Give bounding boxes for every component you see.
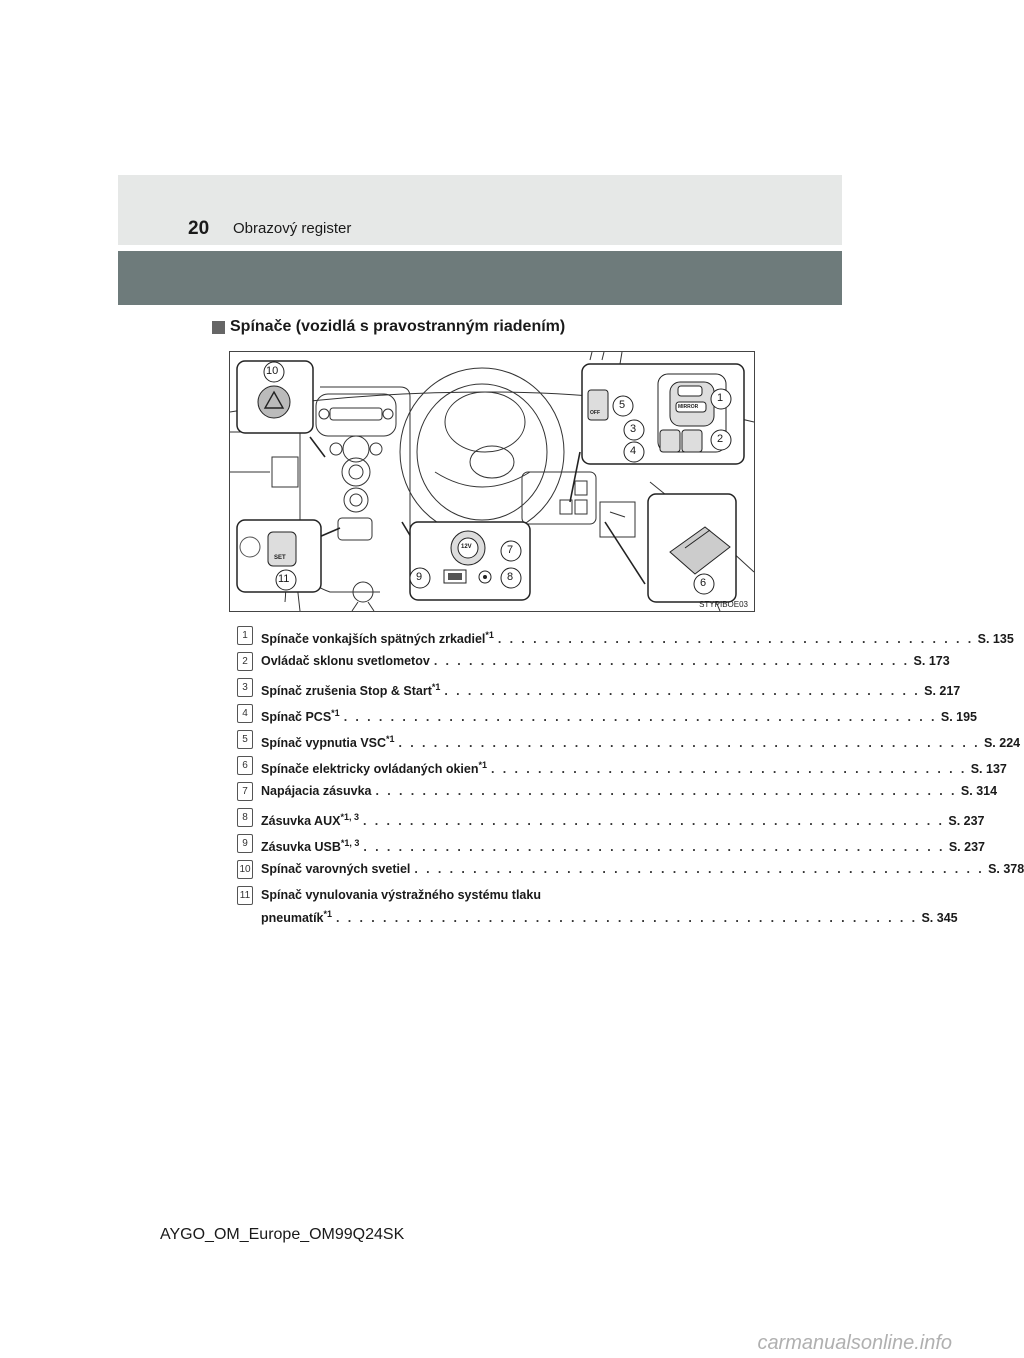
legend-list (237, 622, 1024, 926)
number-badge: 7 (237, 782, 253, 801)
leader-dots: . . . . . . . . . . . . . . . . . . . . . . . . . . . . . . . . . . . . . . . . . . . . . . . . . . (363, 840, 945, 855)
legend-item (237, 648, 950, 674)
subheading (212, 318, 565, 336)
number-badge: 10 (237, 860, 253, 879)
leader-dots: . . . . . . . . . . . . . . . . . . . . . . . . . . . . . . . . . . . . . . . . . . . . . . . . . . (398, 736, 980, 751)
leader-dots: . . . . . . . . . . . . . . . . . . . . . . . . . . . . . . . . . . . . . . . . . . . . . . . . . . (336, 911, 918, 926)
page-reference[interactable]: S. 237 (948, 814, 985, 829)
footnote-mark: *1 (431, 682, 441, 692)
page-reference[interactable]: S. 237 (948, 840, 985, 855)
footnote-mark: *1 (386, 734, 395, 744)
legend-label: Zásuvka USB (261, 840, 341, 855)
callout-9: 9 (416, 571, 423, 583)
number-badge: 1 (237, 626, 253, 645)
leader-dots: . . . . . . . . . . . . . . . . . . . . . . . . . . . . . . . . . . . . . . . . . (490, 762, 967, 777)
leader-dots: . . . . . . . . . . . . . . . . . . . . . . . . . . . . . . . . . . . . . . . . . (497, 632, 974, 647)
legend-item (237, 752, 1007, 778)
legend-item (237, 622, 1014, 648)
legend-label: pneumatík (261, 911, 324, 926)
footnote-mark: *1, 3 (340, 812, 359, 822)
legend-label: Napájacia zásuvka (261, 784, 372, 798)
callout-3: 3 (630, 423, 637, 435)
page-reference[interactable]: S. 224 (983, 736, 1021, 751)
legend-label: Spínače elektricky ovládaných okien (261, 762, 479, 777)
footnote-mark: *1 (323, 909, 333, 919)
callout-11: 11 (278, 573, 290, 585)
page-reference[interactable]: S. 135 (977, 632, 1014, 647)
page-reference[interactable]: S. 195 (940, 710, 977, 725)
legend-item (237, 674, 961, 700)
legend-label: Spínač varovných svetiel (261, 862, 411, 876)
callout-7: 7 (507, 544, 514, 556)
dashboard-drawing (230, 352, 754, 611)
dashboard-illustration (229, 351, 755, 612)
footnote-mark: *1 (485, 630, 494, 640)
page-reference[interactable]: S. 378 (988, 862, 1024, 876)
legend-item (237, 700, 977, 726)
figure-code: STYPIBOE03 (699, 600, 748, 609)
leader-dots: . . . . . . . . . . . . . . . . . . . . . . . . . . . . . . . . . . . . . . . . . . . . . . . . . (414, 862, 985, 876)
callout-2: 2 (717, 433, 724, 445)
square-bullet-icon (212, 321, 225, 334)
number-badge: 9 (237, 834, 253, 853)
legend-item (237, 882, 958, 926)
footer-code: AYGO_OM_Europe_OM99Q24SK (160, 1226, 405, 1243)
mirror-label: MIRROR (678, 404, 699, 410)
number-badge: 2 (237, 652, 253, 671)
leader-dots: . . . . . . . . . . . . . . . . . . . . . . . . . . . . . . . . . . . . . . . . . . . . . . . . . . . (343, 710, 937, 725)
section-title: Obrazový register (233, 220, 352, 237)
watermark: carmanualsonline.info (757, 1332, 952, 1354)
page-number: 20 (188, 218, 210, 239)
footnote-mark: *1 (478, 760, 487, 770)
number-badge: 3 (237, 678, 253, 697)
off-label: OFF (590, 410, 600, 416)
leader-dots: . . . . . . . . . . . . . . . . . . . . . . . . . . . . . . . . . . . . . . . . . . . . . . . . . . (375, 784, 957, 798)
legend-item (237, 804, 985, 830)
legend-label: Zásuvka AUX (261, 814, 341, 829)
socket-label: 12V (461, 544, 472, 550)
page-reference[interactable]: S. 345 (921, 911, 958, 926)
callout-6: 6 (700, 577, 707, 589)
legend-item (237, 856, 1024, 882)
number-badge: 5 (237, 730, 253, 749)
number-badge: 8 (237, 808, 253, 827)
set-label: SET (274, 555, 286, 561)
page-reference[interactable]: S. 137 (970, 762, 1007, 777)
legend-label: Spínač zrušenia Stop & Start (261, 684, 432, 699)
legend-item (237, 726, 1021, 752)
leader-dots: . . . . . . . . . . . . . . . . . . . . . . . . . . . . . . . . . . . . . . . . . (433, 654, 910, 668)
legend-label-line1: Spínač vynulovania výstražného systému tlaku (261, 888, 541, 902)
callout-5: 5 (619, 399, 626, 411)
footnote-mark: *1, 3 (340, 838, 360, 848)
legend-item (237, 830, 985, 856)
header-band (118, 175, 842, 245)
page-reference[interactable]: S. 314 (960, 784, 998, 798)
legend-label: Spínač vypnutia VSC (261, 736, 387, 751)
callout-1: 1 (717, 392, 724, 404)
page-reference[interactable]: S. 217 (924, 684, 961, 699)
number-badge: 11 (237, 886, 253, 905)
leader-dots: . . . . . . . . . . . . . . . . . . . . . . . . . . . . . . . . . . . . . . . . . . . . . . . . . . (362, 814, 945, 829)
callout-10: 10 (266, 365, 279, 377)
legend-label: Spínače vonkajších spätných zrkadiel (261, 632, 486, 647)
number-badge: 4 (237, 704, 253, 723)
page-reference[interactable]: S. 173 (913, 654, 950, 668)
header-gray-bar (118, 251, 842, 305)
legend-label: Ovládač sklonu svetlometov (261, 654, 430, 668)
legend-label: Spínač PCS (261, 710, 332, 725)
subheading-text: Spínače (vozidlá s pravostranným riadením) (230, 318, 566, 335)
leader-dots: . . . . . . . . . . . . . . . . . . . . . . . . . . . . . . . . . . . . . . . . . (444, 684, 921, 699)
callout-8: 8 (507, 571, 514, 583)
legend-item (237, 778, 998, 804)
footnote-mark: *1 (331, 708, 340, 718)
callout-4: 4 (630, 445, 637, 457)
number-badge: 6 (237, 756, 253, 775)
